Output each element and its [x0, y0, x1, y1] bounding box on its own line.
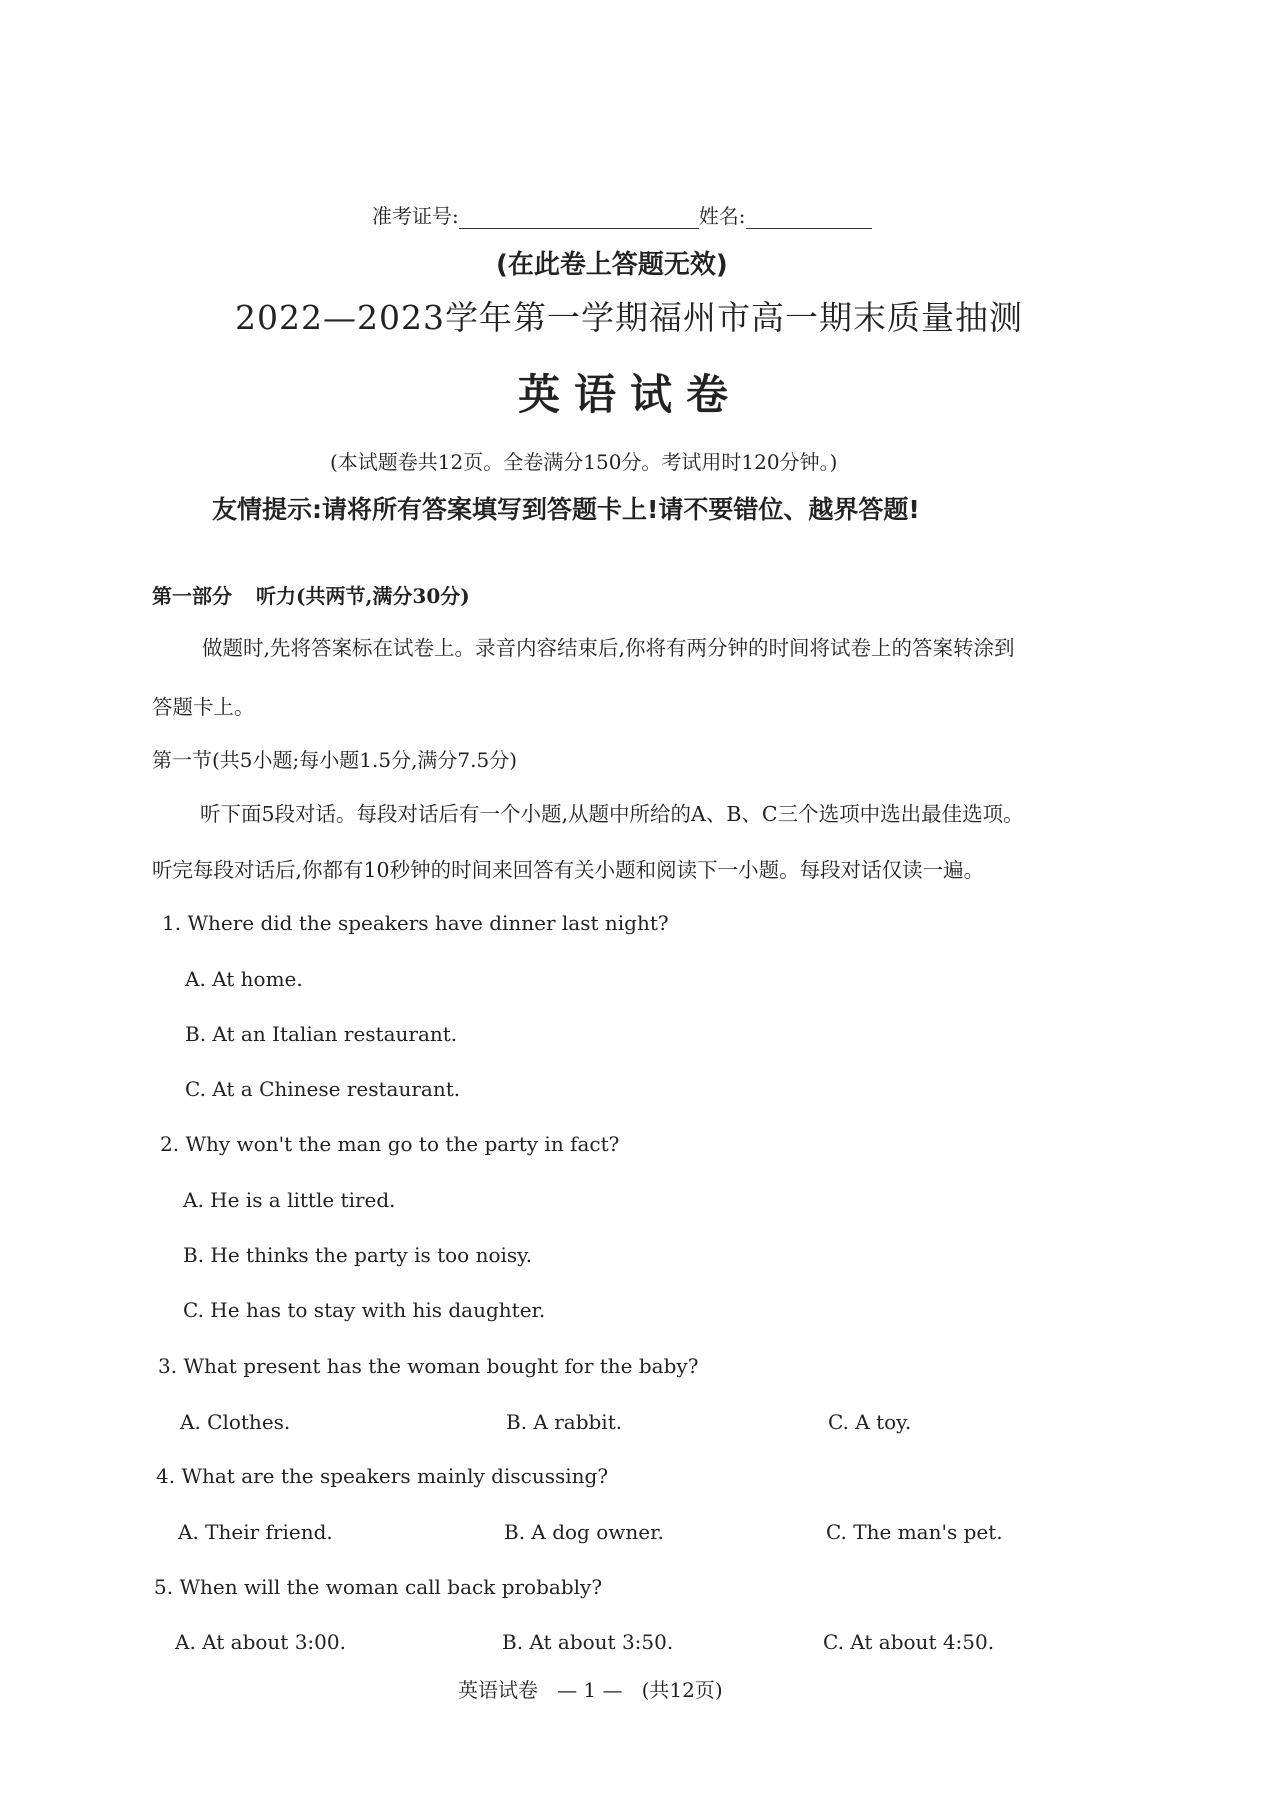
q2-option-c[interactable]: C. He has to stay with his daughter.	[183, 1298, 546, 1322]
question-4: 4. What are the speakers mainly discussing?	[156, 1464, 609, 1488]
page-total: (共12页)	[641, 1678, 723, 1702]
q4-option-c[interactable]: C. The man's pet.	[826, 1520, 1003, 1544]
page-footer	[458, 1674, 723, 1703]
subject-title: 英语试卷	[518, 370, 743, 419]
admission-number-field[interactable]	[459, 206, 699, 229]
q4-option-b[interactable]: B. A dog owner.	[504, 1520, 664, 1544]
exam-title: 2022—2023学年第一学期福州市高一期末质量抽测	[235, 298, 1023, 337]
q5-option-b[interactable]: B. At about 3:50.	[502, 1630, 674, 1654]
section1-heading: 第一节(共5小题;每小题1.5分,满分7.5分)	[152, 748, 518, 772]
q1-option-b[interactable]: B. At an Italian restaurant.	[185, 1022, 458, 1046]
q5-option-a[interactable]: A. At about 3:00.	[175, 1630, 346, 1654]
part1-title: 听力(共两节,满分30分)	[256, 584, 470, 608]
q2-option-a[interactable]: A. He is a little tired.	[183, 1188, 396, 1212]
q3-option-c[interactable]: C. A toy.	[828, 1410, 912, 1434]
question-3: 3. What present has the woman bought for the baby?	[158, 1354, 699, 1378]
q3-option-b[interactable]: B. A rabbit.	[506, 1410, 623, 1434]
name-label: 姓名:	[698, 204, 746, 228]
q2-option-b[interactable]: B. He thinks the party is too noisy.	[183, 1243, 533, 1267]
page-number: — 1 —	[557, 1678, 623, 1702]
question-5: 5. When will the woman call back probably?	[154, 1575, 603, 1599]
part1-label: 第一部分	[152, 584, 232, 608]
part1-instruction: 做题时,先将答案标在试卷上。录音内容结束后,你将有两分钟的时间将试卷上的答案转涂到	[202, 636, 1015, 660]
part1-instruction-cont: 答题卡上。	[152, 695, 255, 719]
footer-subject: 英语试卷	[458, 1678, 538, 1702]
q4-option-a[interactable]: A. Their friend.	[178, 1520, 333, 1544]
exam-info: (本试题卷共12页。全卷满分150分。考试用时120分钟。)	[330, 450, 838, 474]
question-1: 1. Where did the speakers have dinner last night?	[162, 911, 669, 935]
question-2: 2. Why won't the man go to the party in fact?	[160, 1132, 620, 1156]
q1-option-a[interactable]: A. At home.	[185, 967, 303, 991]
section1-instruction-cont: 听完每段对话后,你都有10秒钟的时间来回答有关小题和阅读下一小题。每段对话仅读一遍。	[152, 858, 985, 882]
admission-number-label: 准考证号:	[372, 204, 459, 228]
invalid-answer-note: (在此卷上答题无效)	[496, 250, 728, 280]
q3-option-a[interactable]: A. Clothes.	[180, 1410, 291, 1434]
candidate-info-line	[372, 200, 872, 229]
q1-option-c[interactable]: C. At a Chinese restaurant.	[185, 1077, 461, 1101]
answer-reminder: 友情提示:请将所有答案填写到答题卡上!请不要错位、越界答题!	[212, 495, 920, 524]
q5-option-c[interactable]: C. At about 4:50.	[823, 1630, 995, 1654]
name-field[interactable]	[746, 206, 872, 229]
part1-heading	[152, 580, 470, 609]
section1-instruction: 听下面5段对话。每段对话后有一个小题,从题中所给的A、B、C三个选项中选出最佳选项。	[200, 802, 1024, 826]
